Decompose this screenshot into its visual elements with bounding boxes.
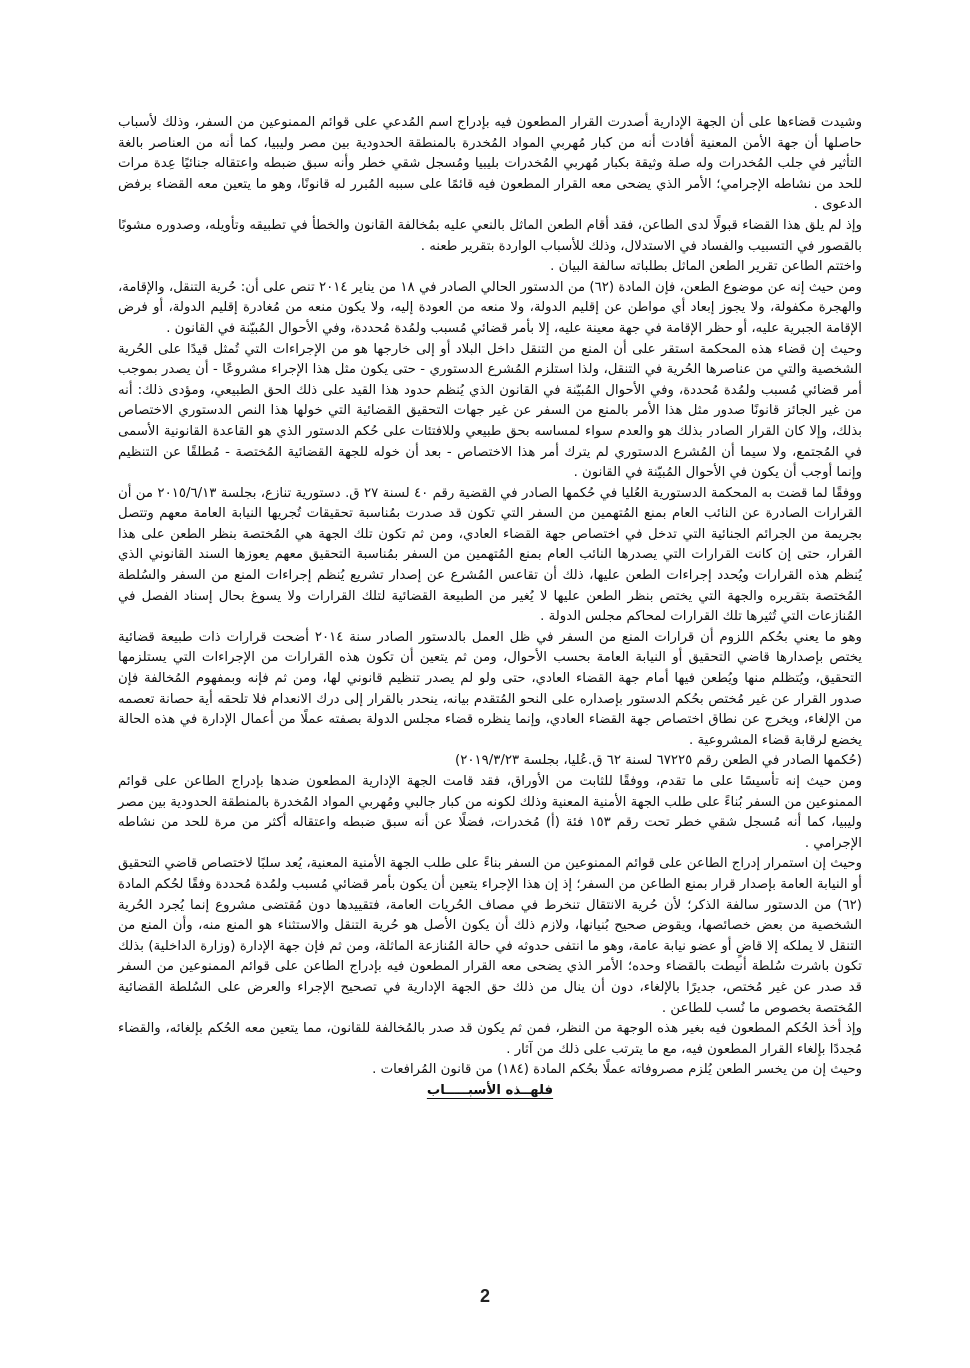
- paragraph-annulment: وإذ أخذ الحُكم المطعون فيه بغير هذه الوجهة من النظر، فمن ثم يكون قد صدر بالمُخالفة للقانون، مما يتعين معه الحُكم بإلغائه، والقضاء مُجددًا بإلغاء القرار المطعون فيه، مع ما يترتب على ذلك من آثار .: [118, 1021, 862, 1057]
- paragraph-incompetence: وحيث إن استمرار إدراج الطاعن على قوائم الممنوعين من السفر بناءً على طلب الجهة الأمنية المعنية، يُعد سلبًا لاختصاص قاضي التحقيق أو النيابة العامة بإصدار قرار بمنع الطاعن من السفر؛ إذ إن هذا الإجراء يتعين أن يكون بأمر قضائي مُسبب ولمُدة مُحددة وفقًا لحُكم المادة (٦٢) من الدستور سالفة الذكر؛ لأن حُرية الانتقال تنخرط في مصاف الحُريات العامة، فتقييدها دون مُقتضى مشروع إنما يُجرد الحُرية الشخصية من بعض خصائصها، ويقوض صحيح بُنيانها، ولازم ذلك أن يكون الأصل هو حُرية التنقل والاستثناء هو المنع منه، وأن المنع من التنقل لا يملكه إلا قاضٍ أو عضو نيابة عامة، وهو ما انتفى حدوثه في حالة المُنازعة الماثلة، ومن ثم فإن جهة الإدارة (وزارة الداخلية) بذلك تكون باشرت سُلطة أنيطت بالقضاء وحده؛ الأمر الذي يضحى معه القرار المطعون فيه بإدراج الطاعن على قوائم الممنوعين من السفر قد صدر عن غير مُختص، جديرًا بالإلغاء، دون أن ينال من ذلك حق الجهة الإدارية في تصحيح الإجراء والعرض على السُلطة القضائية المُختصة بخصوص ما نُسب للطاعن .: [118, 856, 862, 1016]
- paragraph-citation: (حُكمها الصادر في الطعن رقم ٦٧٢٢٥ لسنة ٦٢ ق.عُليا، بجلسة ٢٠١٩/٣/٢٣): [455, 753, 862, 769]
- closing-heading: فلهــذه الأسبـــــاب: [426, 1082, 554, 1098]
- paragraph-appeal-grounds: وإذ لم يلق هذا القضاء قبولًا لدى الطاعن، فقد أقام الطعن الماثل بالنعي عليه بمُخالفة القانون والخطأ في تطبيقه وتأويله، وصدوره مشوبًا بالقصور في التسبيب والفساد في الاستدلال، وذلك للأسباب الواردة بتقرير طعنه .: [118, 217, 862, 254]
- paragraph-reasoning-summary: وشيدت قضاءها على أن الجهة الإدارية أصدرت القرار المطعون فيه بإدراج اسم المُدعي على قوائم الممنوعين من السفر، وذلك لأسباب حاصلها أن جهة الأمن المعنية أفادت أنه من كبار مُهربي المواد المُخدرة بالمنطقة الحدودية بين مصر وليبيا، كما أنه من العناصر بالغة التأثير في جلب المُخدرات وله صلة وثيقة بكبار مُهربي المُخدرات بليبيا ومُسجل شقي خطر وأنه سبق ضبطه واعتقاله جنائيًا عِدة مرات للحد من نشاطه الإجرامي؛ الأمر الذي يضحى معه القرار المطعون فيه قائمًا على سببه المُبرر له قانونًا، وهو ما يتعين معه القضاء برفض الدعوى .: [118, 115, 862, 213]
- paragraph-court-precedent: وحيث إن قضاء هذه المحكمة استقر على أن المنع من التنقل داخل البلاد أو إلى خارجها هو من الإجراءات التي تُمثل قيدًا على الحُرية الشخصية والتي من عناصرها الحُرية في التنقل، ولذا استلزم المُشرع الدستوري - حتى يكون مثل هذا الإجراء مشروعًا - أن يصدر بموجب أمر قضائي مُسبب ولمُدة مُحددة، وفي الأحوال المُبيّنة في القانون الذي يُنظم حدود هذا القيد على ذلك الحق الطبيعي، ومؤدى ذلك: أنه من غير الجائز قانونًا صدور مثل هذا الأمر بالمنع من السفر عن غير جهات التحقيق القضائية التي خولها هذا النص الدستوري الاختصاص بذلك، وإلا كان القرار الصادر بذلك هو والعدم سواء لمساسه بحق طبيعي وللافتئات على حُكم الدستور الذي هو القاعدة القانونية الأسمى في المُجتمع، ولا سيما أن المُشرع الدستوري لم يترك أمر هذا الاختصاص - بعد أن خوله للجهة القضائية المُختصة - مُطلقًا عن التنظيم وإنما أوجب أن يكون في الأحوال المُبيّنة في القانون .: [118, 341, 862, 481]
- document-page: [118, 113, 862, 1102]
- paragraph-constitutional-court-ruling: ووفقًا لما قضت به المحكمة الدستورية العُليا في حُكمها الصادر في القضية رقم ٤٠ لسنة ٢٧ ق. دستورية تنازع، بجلسة ٢٠١٥/٦/١٣ من أن القرارات الصادرة عن النائب العام بمنع المُتهمين من السفر التي تكون قد صدرت بمُناسبة تحقيقات تُجريها النيابة العامة معهم وتتصل بجريمة من الجرائم الجنائية التي تدخل في اختصاص جهة القضاء العادي، ومن ثم تكون تلك الجهة هي المُختصة بنظر الطعن على هذا القرار، حتى إن كانت القرارات التي يصدرها النائب العام بمنع المُتهمين من السفر بمُناسبة التحقيق معهم يعوزها السند القانوني الذي يُنظم هذه القرارات ويُحدد إجراءات الطعن عليها، ذلك أن تقاعس المُشرع عن إصدار تشريع يُنظم إجراءات المنع من السفر والسُلطة المُختصة بتقريره والجهة التي يختص بنظر الطعن عليها لا يُغير من الطبيعة القضائية لتلك القرارات ولا يسوغ بحال إسناد الفصل في المُنازعات التي تُثيرها تلك القرارات لمحاكم مجلس الدولة .: [118, 485, 862, 625]
- paragraph-article-62: ومن حيث إنه عن موضوع الطعن، فإن المادة (٦٢) من الدستور الحالي الصادر في ١٨ من يناير ٢٠١٤ تنص على أن: حُرية التنقل، والإقامة، والهجرة مكفولة، ولا يجوز إبعاد أي مواطن عن إقليم الدولة، ولا منعه من العودة إليه، ولا يكون منعه من مُغادرة إقليم الدولة، أو فرض الإقامة الجبرية عليه، أو حظر الإقامة في جهة معينة عليه، إلا بأمر قضائي مُسبب ولمُدة مُحددة، وفي الأحوال المُبيّنة في القانون .: [118, 279, 862, 336]
- paragraph-case-facts: ومن حيث إنه تأسيسًا على ما تقدم، ووفقًا للثابت من الأوراق، فقد قامت الجهة الإدارية المطعون ضدها بإدراج الطاعن على قوائم الممنوعين من السفر بُناءً على طلب الجهة الأمنية المعنية وذلك لكونه من كبار جالبي ومُهربي المواد المُخدرة بالمنطقة الحدودية بين مصر وليبيا، كما أنه مُسجل شقي خطر تحت رقم ١٥٣ فئة (أ) مُخدرات، فضلًا عن أنه سبق ضبطه واعتقاله أكثر من مرة للحد من نشاطه الإجرامي .: [118, 774, 862, 851]
- paragraph-judicial-nature: وهو ما يعني بحُكم اللزوم أن قرارات المنع من السفر في ظل العمل بالدستور الصادر سنة ٢٠١٤ أضحت قرارات ذات طبيعة قضائية يختص بإصدارها قاضي التحقيق أو النيابة العامة بحسب الأحوال، ومن ثم يتعين أن تكون هذه القرارات من الإجراءات التي يستلزمها التحقيق، ويُتظلم منها ويُطعن فيها أمام جهة القضاء العادي، حتى ولو لم يصدر تنظيم قانوني لها، ومن ثم فإنه وبمفهوم المُخالفة فإن صدور القرار عن غير مُختص بحُكم الدستور بإصداره على النحو المُتقدم بيانه، ينحدر بالقرار إلى درك الانعدام فلا تلحقه أية حصانة تعصمه من الإلغاء، ويخرج عن نطاق اختصاص جهة القضاء العادي، وإنما ينظره قضاء مجلس الدولة بصفته عملًا من أعمال الإدارة في هذه الحالة يخضع لرقابة قضاء المشروعية .: [118, 629, 862, 748]
- paragraph-costs: وحيث إن من يخسر الطعن يُلزم مصروفاته عملًا بحُكم المادة (١٨٤) من قانون المُرافعات .: [372, 1062, 862, 1078]
- page-number: 2: [479, 1286, 490, 1306]
- paragraph-appeal-requests: واختتم الطاعن تقرير الطعن الماثل بطلباته سالفة البيان .: [550, 259, 862, 275]
